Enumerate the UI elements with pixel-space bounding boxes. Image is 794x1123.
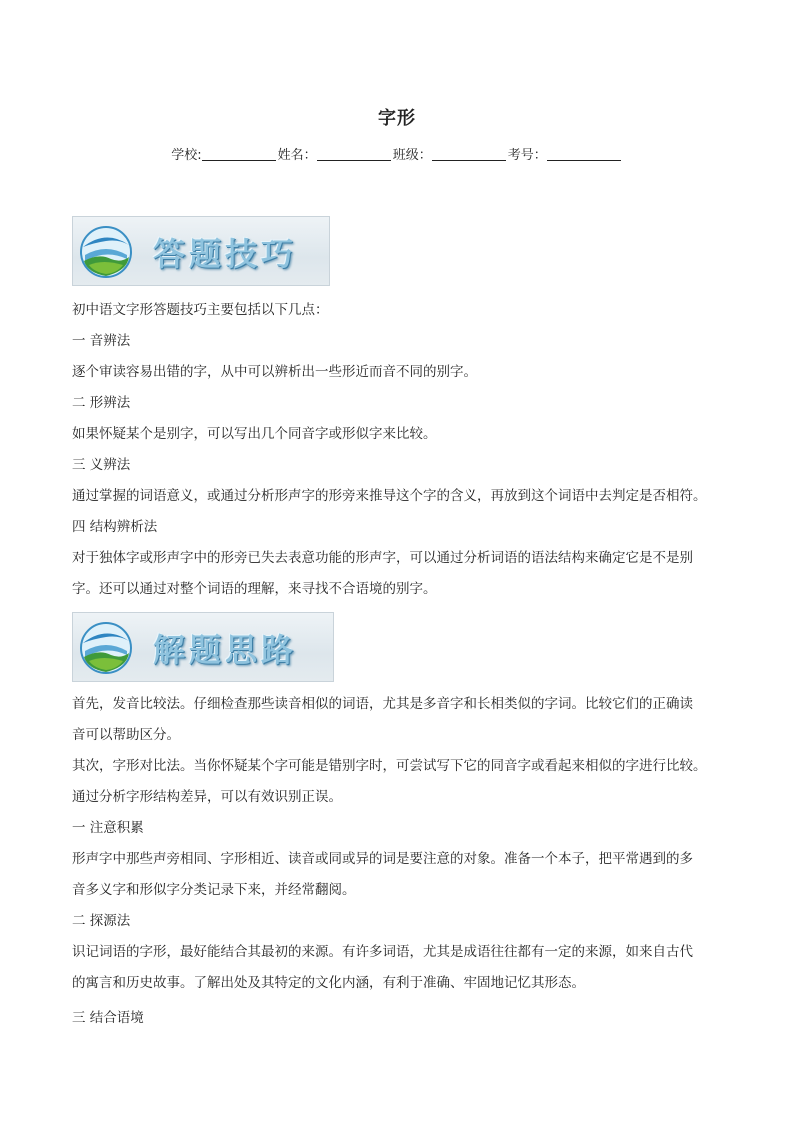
school-label: 学校: <box>171 148 202 163</box>
tips-banner-text: 答题技巧 <box>153 235 298 273</box>
student-info-line <box>0 144 794 163</box>
text-line: 首先，发音比较法。仔细检查那些读音相似的词语，尤其是多音字和长相类似的字词。比较它们的正确读 <box>72 696 693 712</box>
text-line: 如果怀疑某个是别字，可以写出几个同音字或形似字来比较。 <box>72 426 437 442</box>
text-line: 通过掌握的词语意义，或通过分析形声字的形旁来推导这个字的含义，再放到这个词语中去判定是否相符。 <box>72 488 707 504</box>
exam-no-blank[interactable] <box>547 160 621 161</box>
exam-no-label: 考号： <box>507 148 547 163</box>
name-blank[interactable] <box>317 160 391 161</box>
text-line: 通过分析字形结构差异，可以有效识别正误。 <box>72 789 342 805</box>
text-line: 一 注意积累 <box>72 820 144 836</box>
landscape-logo-icon <box>79 621 133 675</box>
name-label: 姓名： <box>277 148 317 163</box>
approach-banner-text: 解题思路 <box>153 631 298 669</box>
text-line: 一 音辨法 <box>72 333 131 349</box>
text-line: 逐个审读容易出错的字，从中可以辨析出一些形近而音不同的别字。 <box>72 364 477 380</box>
text-line: 四 结构辨析法 <box>72 519 158 535</box>
text-line: 三 结合语境 <box>72 1010 144 1026</box>
page-title: 字形 <box>378 108 416 129</box>
text-line: 字。还可以通过对整个词语的理解，来寻找不合语境的别字。 <box>72 581 437 597</box>
text-line: 二 探源法 <box>72 913 131 929</box>
landscape-logo-icon <box>79 225 133 279</box>
text-line: 其次，字形对比法。当你怀疑某个字可能是错别字时，可尝试写下它的同音字或看起来相似的字进行比较。 <box>72 758 707 774</box>
text-line: 对于独体字或形声字中的形旁已失去表意功能的形声字，可以通过分析词语的语法结构来确定它是不是别 <box>72 550 693 566</box>
text-line: 形声字中那些声旁相同、字形相近、读音或同或异的词是要注意的对象。准备一个本子，把平常遇到的多 <box>72 851 693 867</box>
class-label: 班级： <box>392 148 432 163</box>
text-line: 的寓言和历史故事。了解出处及其特定的文化内涵，有利于准确、牢固地记忆其形态。 <box>72 975 585 991</box>
text-line: 识记词语的字形，最好能结合其最初的来源。有许多词语，尤其是成语往往都有一定的来源，如来自古代 <box>72 944 693 960</box>
text-line: 初中语文字形答题技巧主要包括以下几点： <box>72 302 329 318</box>
text-line: 音可以帮助区分。 <box>72 727 180 743</box>
approach-banner <box>72 612 334 682</box>
class-blank[interactable] <box>432 160 506 161</box>
text-line: 三 义辨法 <box>72 457 131 473</box>
school-blank[interactable] <box>202 160 276 161</box>
text-line: 二 形辨法 <box>72 395 131 411</box>
text-line: 音多义字和形似字分类记录下来，并经常翻阅。 <box>72 882 356 898</box>
tips-banner <box>72 216 330 286</box>
